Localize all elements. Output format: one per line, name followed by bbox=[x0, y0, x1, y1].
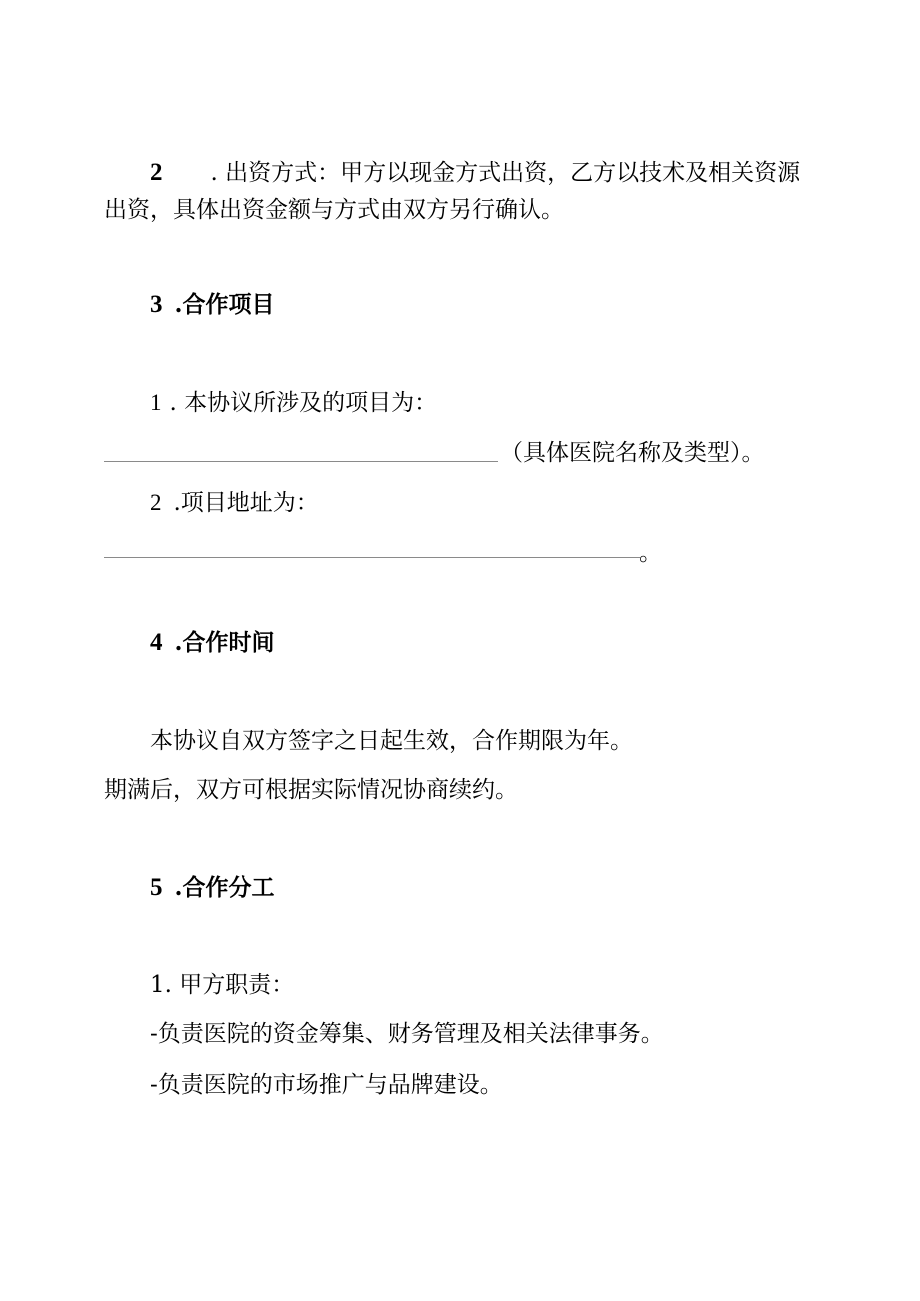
investment-method-line-1 bbox=[150, 158, 800, 188]
cooperation-time-text-cont: 期满后，双方可根据实际情况协商续约。 bbox=[104, 777, 518, 803]
section-number: 3 bbox=[150, 291, 163, 318]
item-number: 2 bbox=[150, 159, 163, 186]
project-item-text: . 本协议所涉及的项目为： bbox=[169, 390, 438, 416]
investment-method-text: . 出资方式：甲方以现金方式出资，乙方以技术及相关资源 bbox=[210, 160, 801, 186]
section-number: 5 bbox=[150, 874, 163, 901]
party-a-duties-heading bbox=[150, 970, 294, 1000]
section-4-heading bbox=[150, 628, 275, 658]
project-name-hint: （具体医院名称及类型）。 bbox=[500, 440, 765, 466]
section-5-heading bbox=[150, 873, 275, 903]
item-number: 1 bbox=[150, 390, 162, 415]
project-item-text: .项目地址为： bbox=[173, 490, 319, 516]
party-a-duty-2 bbox=[150, 1070, 503, 1100]
investment-method-line-2 bbox=[104, 195, 564, 225]
project-name-blank bbox=[104, 461, 498, 462]
period-mark: 。 bbox=[639, 540, 662, 566]
project-item-1 bbox=[150, 388, 437, 418]
cooperation-time-line-1 bbox=[150, 726, 633, 756]
duty-text: -负责医院的资金筹集、财务管理及相关法律事务。 bbox=[150, 1021, 664, 1047]
section-title: .合作分工 bbox=[174, 874, 275, 901]
party-a-duties-label: 1. 甲方职责： bbox=[150, 972, 295, 998]
section-title: .合作时间 bbox=[174, 629, 275, 656]
cooperation-time-line-2 bbox=[104, 775, 518, 805]
section-title: .合作项目 bbox=[174, 291, 275, 318]
project-address-suffix bbox=[639, 538, 662, 568]
duty-text: -负责医院的市场推广与品牌建设。 bbox=[150, 1072, 503, 1098]
project-item-2 bbox=[150, 488, 319, 518]
party-a-duty-1 bbox=[150, 1019, 664, 1049]
project-address-blank bbox=[104, 557, 640, 558]
item-number: 2 bbox=[150, 490, 162, 515]
cooperation-time-text: 本协议自双方签字之日起生效，合作期限为年。 bbox=[150, 728, 633, 754]
investment-method-text-cont: 出资，具体出资金额与方式由双方另行确认。 bbox=[104, 197, 564, 223]
section-number: 4 bbox=[150, 629, 163, 656]
section-3-heading bbox=[150, 290, 275, 320]
project-name-suffix bbox=[500, 438, 765, 468]
